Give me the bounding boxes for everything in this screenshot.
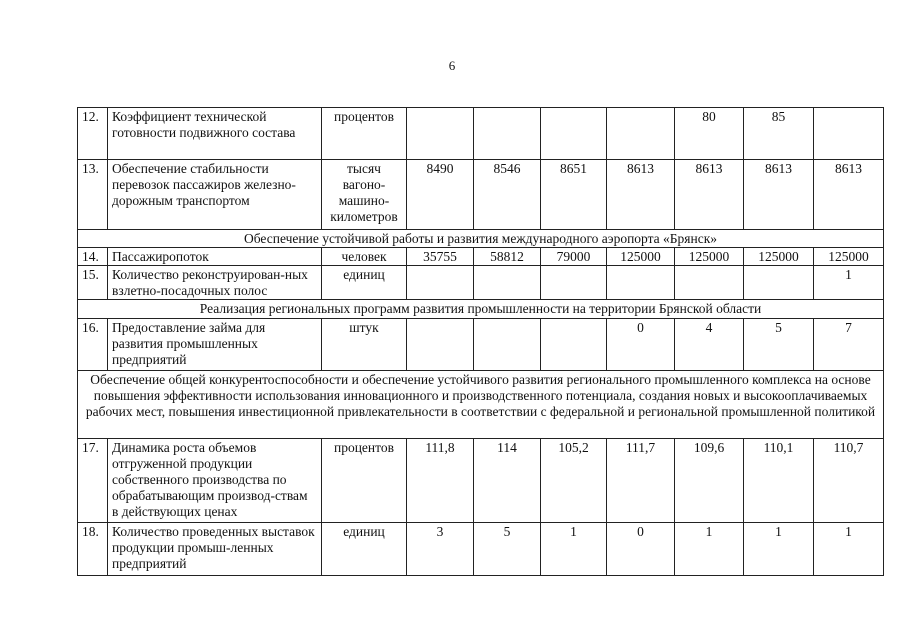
unit-of-measure: человек	[322, 248, 407, 266]
value-cell: 110,1	[744, 439, 814, 523]
table-row	[78, 439, 884, 523]
indicator-name: Количество реконструирован-ных взлетно-посадочных полос	[108, 266, 322, 300]
value-cell: 125000	[675, 248, 744, 266]
unit-of-measure: тысяч вагоно-машино-километров	[322, 160, 407, 230]
value-cell	[407, 266, 474, 300]
value-cell: 1	[541, 523, 607, 576]
value-cell: 8651	[541, 160, 607, 230]
value-cell: 5	[744, 319, 814, 371]
value-cell: 80	[675, 108, 744, 160]
table-row	[78, 108, 884, 160]
table-row	[78, 319, 884, 371]
value-cell	[814, 108, 884, 160]
unit-of-measure: штук	[322, 319, 407, 371]
value-cell	[474, 108, 541, 160]
row-number: 12.	[78, 108, 108, 160]
value-cell: 105,2	[541, 439, 607, 523]
value-cell: 125000	[814, 248, 884, 266]
indicator-name: Предоставление займа для развития промышленных предприятий	[108, 319, 322, 371]
value-cell	[541, 319, 607, 371]
row-number: 16.	[78, 319, 108, 371]
indicator-name: Пассажиропоток	[108, 248, 322, 266]
table-row	[78, 266, 884, 300]
value-cell	[474, 319, 541, 371]
unit-of-measure: единиц	[322, 523, 407, 576]
value-cell	[541, 108, 607, 160]
value-cell	[607, 266, 675, 300]
value-cell: 0	[607, 523, 675, 576]
value-cell: 79000	[541, 248, 607, 266]
indicators-table	[77, 107, 884, 576]
value-cell: 111,7	[607, 439, 675, 523]
section-header-row	[78, 230, 884, 248]
indicator-name: Количество проведенных выставок продукции промыш-ленных предприятий	[108, 523, 322, 576]
section-header-row	[78, 371, 884, 439]
section-title: Реализация региональных программ развития промышленности на территории Брянской области	[78, 300, 884, 319]
value-cell: 3	[407, 523, 474, 576]
section-title: Обеспечение общей конкурентоспособности и обеспечение устойчивого развития регионального промышленного комплекса на основе повышения эффективности использования инновационного и производственного потенциала, создания новых и высокооплачиваемых рабочих мест, повышения инвестиционной привлекательности в соответствии с федеральной и региональной промышленной политикой	[78, 371, 884, 439]
row-number: 18.	[78, 523, 108, 576]
indicator-name: Динамика роста объемов отгруженной продукции собственного производства по обрабатывающим производ-ствам в действующих ценах	[108, 439, 322, 523]
value-cell: 109,6	[675, 439, 744, 523]
value-cell: 5	[474, 523, 541, 576]
value-cell: 8613	[744, 160, 814, 230]
value-cell: 8546	[474, 160, 541, 230]
value-cell	[541, 266, 607, 300]
indicator-name: Обеспечение стабильности перевозок пассажиров железно-дорожным транспортом	[108, 160, 322, 230]
table-row	[78, 160, 884, 230]
value-cell	[474, 266, 541, 300]
table-row	[78, 248, 884, 266]
row-number: 15.	[78, 266, 108, 300]
value-cell	[407, 108, 474, 160]
value-cell	[407, 319, 474, 371]
indicator-name: Коэффициент технической готовности подвижного состава	[108, 108, 322, 160]
value-cell: 58812	[474, 248, 541, 266]
page-number: 6	[448, 58, 456, 73]
value-cell: 85	[744, 108, 814, 160]
value-cell: 7	[814, 319, 884, 371]
value-cell: 8613	[675, 160, 744, 230]
value-cell: 8490	[407, 160, 474, 230]
table-row	[78, 523, 884, 576]
value-cell: 1	[675, 523, 744, 576]
section-header-row	[78, 300, 884, 319]
value-cell: 114	[474, 439, 541, 523]
value-cell: 4	[675, 319, 744, 371]
value-cell: 125000	[607, 248, 675, 266]
section-title: Обеспечение устойчивой работы и развития международного аэропорта «Брянск»	[78, 230, 884, 248]
value-cell: 8613	[814, 160, 884, 230]
value-cell: 8613	[607, 160, 675, 230]
value-cell	[607, 108, 675, 160]
value-cell	[675, 266, 744, 300]
value-cell: 1	[814, 266, 884, 300]
unit-of-measure: процентов	[322, 108, 407, 160]
value-cell	[744, 266, 814, 300]
row-number: 13.	[78, 160, 108, 230]
value-cell: 110,7	[814, 439, 884, 523]
row-number: 14.	[78, 248, 108, 266]
row-number: 17.	[78, 439, 108, 523]
value-cell: 1	[814, 523, 884, 576]
value-cell: 111,8	[407, 439, 474, 523]
value-cell: 1	[744, 523, 814, 576]
unit-of-measure: процентов	[322, 439, 407, 523]
value-cell: 125000	[744, 248, 814, 266]
value-cell: 35755	[407, 248, 474, 266]
value-cell: 0	[607, 319, 675, 371]
unit-of-measure: единиц	[322, 266, 407, 300]
